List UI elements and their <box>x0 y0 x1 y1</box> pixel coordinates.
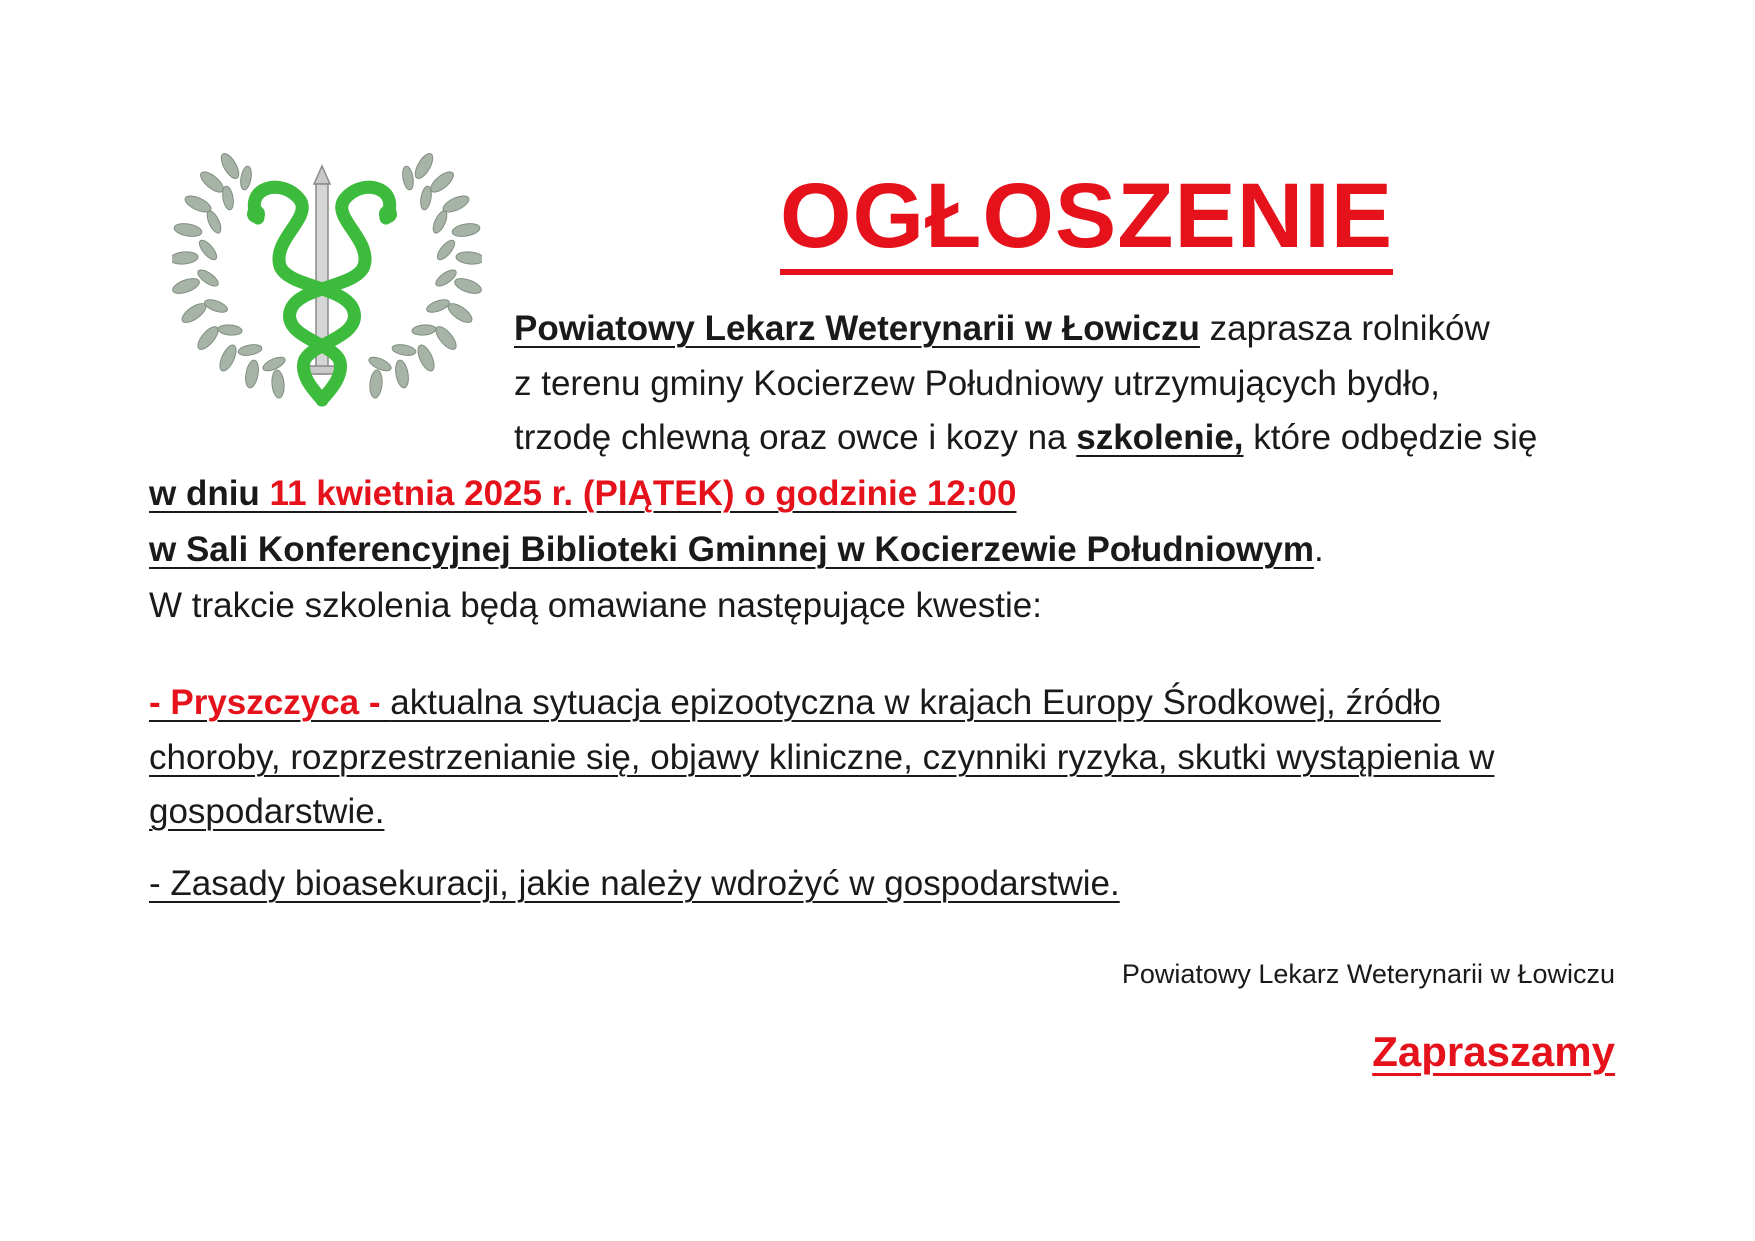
invite-text: Zapraszamy <box>1372 1028 1615 1075</box>
topic-item-1-line-1 <box>149 681 1441 725</box>
topic-item-1-line-3: gospodarstwie. <box>149 792 385 831</box>
event-date <box>149 472 1016 516</box>
location-text: w Sali Konferencyjnej Biblioteki Gminnej w Kocierzewie Południowym <box>149 530 1314 569</box>
location-dot: . <box>1313 530 1324 569</box>
intro-line-2: z terenu gminy Kocierzew Południowy utrzymujących bydło, <box>514 364 1440 403</box>
topic-label: - Pryszczyca - <box>149 683 391 722</box>
intro-text: które odbędzie się <box>1243 418 1538 457</box>
intro-line-1 <box>514 307 1490 351</box>
veterinary-caduceus-wreath-icon <box>172 148 482 418</box>
training-word: szkolenie, <box>1076 418 1244 457</box>
page-title: OGŁOSZENIE <box>780 166 1350 266</box>
signature: Powiatowy Lekarz Weterynarii w Łowiczu <box>1121 959 1615 989</box>
organization-name: Powiatowy Lekarz Weterynarii w Łowiczu <box>514 309 1200 348</box>
date-prefix: w dniu <box>149 474 270 513</box>
date-value: 11 kwietnia 2025 r. (PIĄTEK) o godzinie 12:00 <box>269 474 1017 513</box>
topics-intro: W trakcie szkolenia będą omawiane następujące kwestie: <box>149 586 1042 625</box>
intro-text: zaprasza rolników <box>1199 309 1490 348</box>
topic-item-2: - Zasady bioasekuracji, jakie należy wdrożyć w gospodarstwie. <box>149 864 1120 903</box>
intro-line-3 <box>514 416 1537 460</box>
event-location <box>149 528 1324 572</box>
topic-item-1-line-2: choroby, rozprzestrzenianie się, objawy kliniczne, czynniki ryzyka, skutki wystąpienia w <box>149 738 1495 777</box>
topic-text: aktualna sytuacja epizootyczna w krajach Europy Środkowej, źródło <box>390 683 1441 722</box>
intro-text: trzodę chlewną oraz owce i kozy na <box>514 418 1077 457</box>
